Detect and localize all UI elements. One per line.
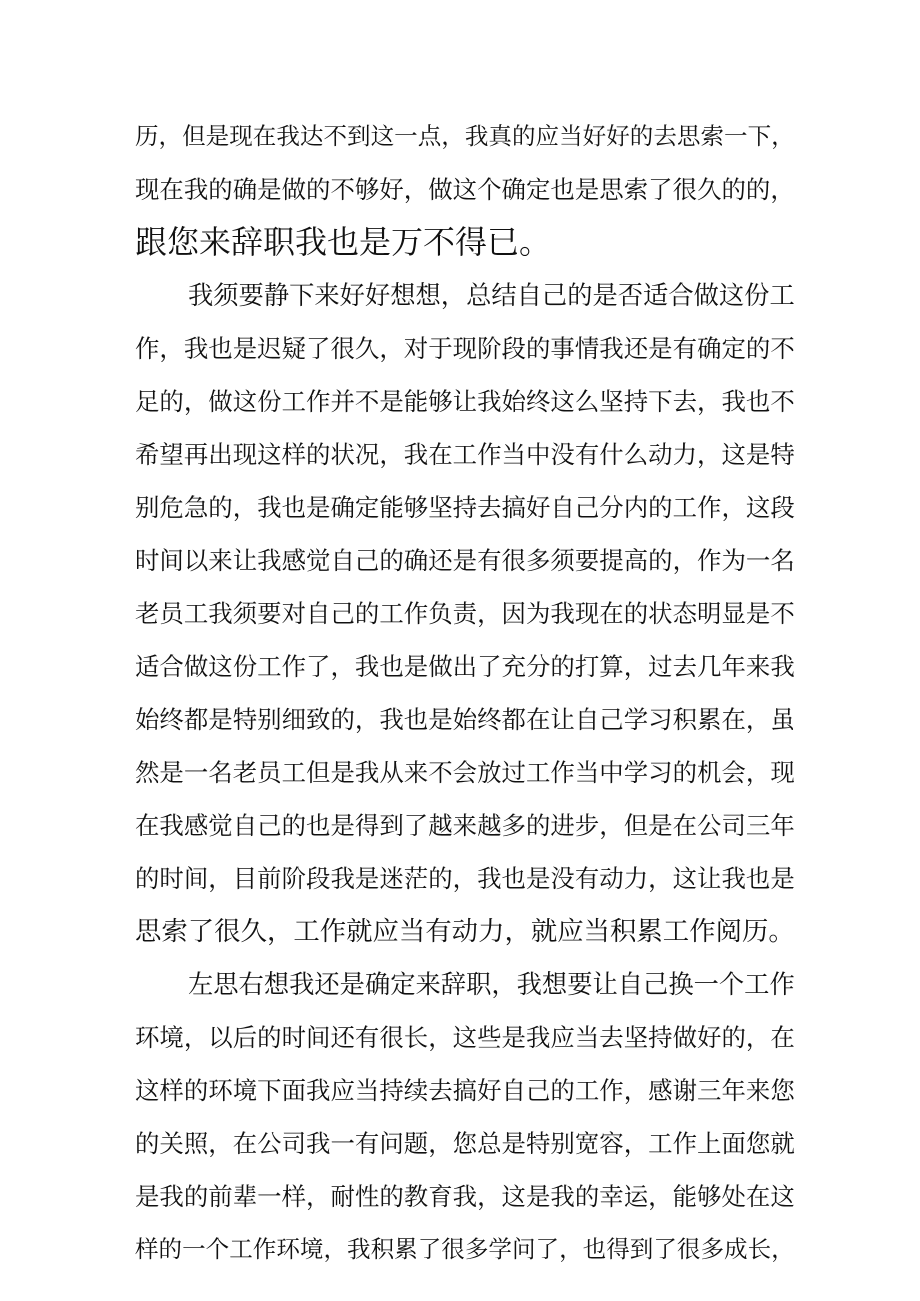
- paragraph-2: [135, 269, 795, 958]
- text-line: 这样的环境下面我应当持续去搞好自己的工作，感谢三年来您: [135, 1076, 795, 1105]
- text-line: 跟您来辞职我也是万不得已。: [135, 223, 552, 261]
- text-line: 在我感觉自己的也是得到了越来越多的进步，但是在公司三年: [135, 811, 795, 840]
- text-line: 左思右想我还是确定来辞职，我想要让自己换一个工作: [188, 970, 795, 999]
- text-line: 现在我的确是做的不够好，做这个确定也是思索了很久的的，: [135, 175, 795, 204]
- text-line: 适合做这份工作了，我也是做出了充分的打算，过去几年来我: [135, 652, 795, 681]
- text-line: 然是一名老员工但是我从来不会放过工作当中学习的机会，现: [135, 758, 795, 787]
- text-line: 历，但是现在我达不到这一点，我真的应当好好的去思索一下，: [135, 122, 795, 150]
- text-line: 我须要静下来好好想想，总结自己的是否适合做这份工: [188, 281, 795, 310]
- text-line: 的时间，目前阶段我是迷茫的，我也是没有动力，这让我也是: [135, 864, 795, 893]
- text-line: 时间以来让我感觉自己的确还是有很多须要提高的，作为一名: [135, 546, 795, 575]
- text-line: 作，我也是迟疑了很久，对于现阶段的事情我还是有确定的不: [135, 334, 795, 363]
- text-line: 的关照，在公司我一有问题，您总是特别宽容，工作上面您就: [135, 1129, 795, 1158]
- text-line: 思索了很久，工作就应当有动力，就应当积累工作阅历。: [135, 916, 795, 947]
- text-line: 别危急的，我也是确定能够坚持去搞好自己分内的工作，这段: [135, 493, 795, 522]
- text-line: 老员工我须要对自己的工作负责，因为我现在的状态明显是不: [135, 599, 795, 628]
- text-line: 希望再出现这样的状况，我在工作当中没有什么动力，这是特: [135, 440, 795, 469]
- paragraph-1: [135, 110, 795, 269]
- paragraph-3: [135, 958, 795, 1276]
- text-line: 始终都是特别细致的，我也是始终都在让自己学习积累在，虽: [135, 705, 795, 734]
- document-body: [135, 110, 795, 1276]
- text-line: 环境，以后的时间还有很长，这些是我应当去坚持做好的，在: [135, 1023, 795, 1052]
- text-line: 样的一个工作环境，我积累了很多学问了，也得到了很多成长，: [135, 1235, 795, 1263]
- text-line: 是我的前辈一样，耐性的教育我，这是我的幸运，能够处在这: [135, 1182, 795, 1211]
- text-line: 足的，做这份工作并不是能够让我始终这么坚持下去，我也不: [135, 387, 795, 416]
